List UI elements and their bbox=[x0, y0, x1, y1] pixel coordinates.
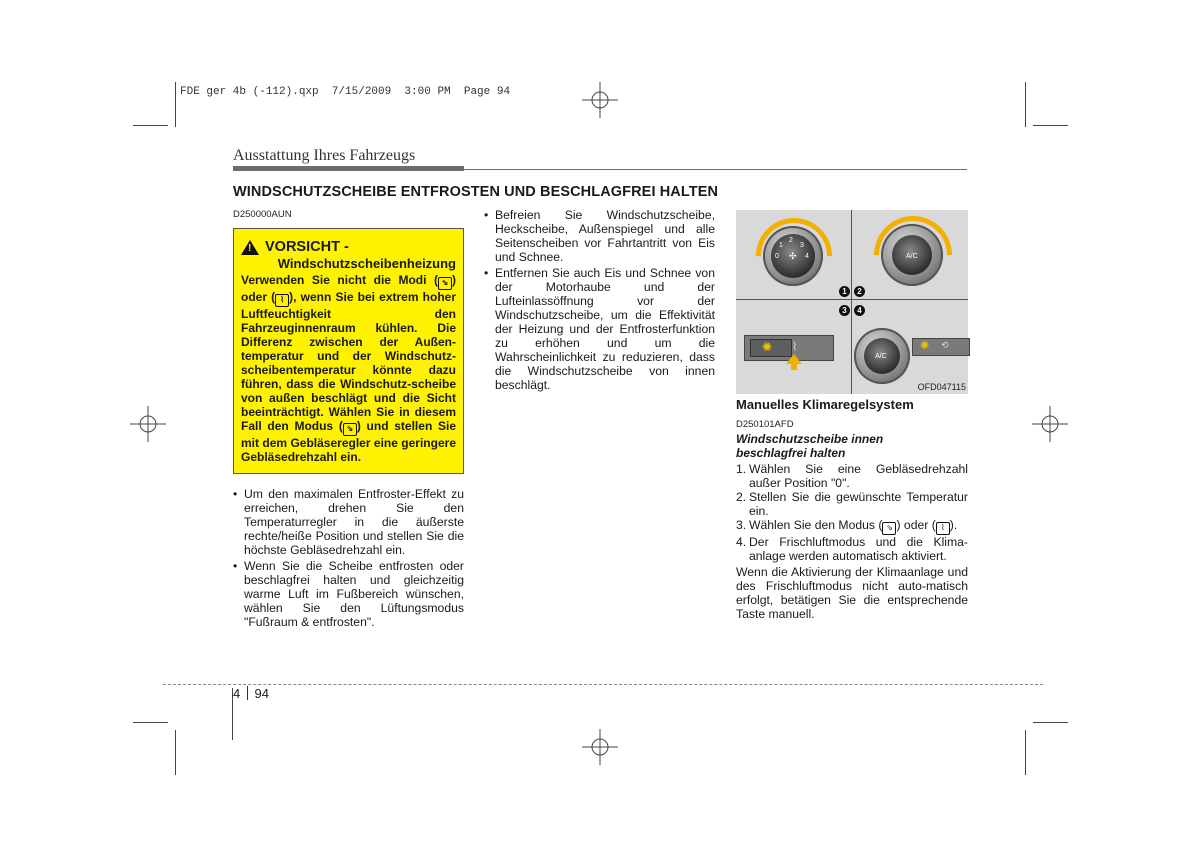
knob-tick-label: 2 bbox=[789, 237, 793, 244]
page-number-value: 94 bbox=[254, 686, 269, 701]
footer-rule bbox=[163, 684, 1043, 685]
knob-tick-label: 3 bbox=[800, 242, 804, 249]
crop-mark bbox=[1033, 722, 1068, 723]
crop-mark bbox=[133, 722, 168, 723]
step-text: Wählen Sie eine Gebläsedrehzahl außer Position "0". bbox=[749, 462, 968, 490]
figure-code: OFD047115 bbox=[917, 382, 966, 392]
callout-2: 2 bbox=[854, 286, 865, 297]
subsection-code: D250101AFD bbox=[736, 419, 794, 430]
header-rule-dark bbox=[233, 166, 464, 171]
closing-paragraph: Wenn die Aktivierung der Klimaanlage und des Frischluftmodus nicht auto-matisch erfolgt, betätigen Sie die entsprechende Taste manuell. bbox=[736, 565, 968, 621]
crop-mark bbox=[175, 730, 176, 775]
crop-mark bbox=[1025, 82, 1026, 127]
recirculation-icon: ⟲ bbox=[941, 340, 949, 350]
running-head: Ausstattung Ihres Fahrzeugs bbox=[233, 147, 416, 164]
registration-crosshair-icon bbox=[580, 727, 620, 767]
caution-title-text: VORSICHT - bbox=[265, 239, 349, 255]
defrost-mode-icon: ⌇ bbox=[275, 294, 289, 307]
step-text: ). bbox=[949, 518, 958, 532]
floor-defrost-mode-icon: ⇘ bbox=[343, 423, 357, 436]
crop-mark bbox=[175, 82, 176, 127]
chapter-number: 4 bbox=[233, 686, 241, 701]
arrow-up-icon bbox=[786, 354, 802, 364]
callout-3: 3 bbox=[839, 305, 850, 316]
ac-label: A/C bbox=[906, 253, 918, 260]
ac-label: A/C bbox=[875, 353, 887, 360]
defrost-mode-icon: ⌇ bbox=[936, 522, 950, 535]
subsection-heading: Manuelles Klimaregelsystem bbox=[736, 397, 914, 412]
fan-icon: ✣ bbox=[789, 251, 797, 261]
knob-tick-label: 1 bbox=[779, 242, 783, 249]
indicator-light-icon: ✺ bbox=[762, 340, 773, 354]
arrow-up-icon-stem bbox=[791, 364, 797, 370]
list-item bbox=[736, 518, 968, 535]
list-item: • Um den maximalen Entfroster-Effekt zu erreichen, drehen Sie den Temperaturregler in die äußerste rechte/heiße Position und stellen Sie die höchste Gebläsedrehzahl ein. bbox=[233, 487, 464, 557]
list-item: • Entfernen Sie auch Eis und Schnee von der Motorhaube und der Lufteinlassöffnung vor der Windschutzscheibe, um die Effektivität der Heizung und der Entfrosterfunktion zu erhöhen und um die Wahrscheinlichkeit zu reduzieren, dass die Windschutzscheibe von innen beschlägt. bbox=[484, 266, 715, 392]
list-item bbox=[736, 490, 968, 518]
registration-crosshair-icon bbox=[1030, 404, 1070, 444]
registration-crosshair-icon bbox=[128, 404, 168, 444]
caution-text-part: ) oder ( bbox=[241, 273, 456, 304]
step-text: ) oder ( bbox=[896, 518, 936, 532]
list-item bbox=[736, 462, 968, 490]
left-bullets bbox=[233, 487, 464, 631]
knob-tick-label: 4 bbox=[805, 253, 809, 260]
step-text: Der Frischluftmodus und die Klima-anlage werden automatisch aktiviert. bbox=[749, 535, 968, 563]
defrost-mode-icon: ⌇ bbox=[792, 341, 798, 353]
figure-divider bbox=[851, 210, 852, 394]
page-number bbox=[233, 686, 269, 701]
step-number: 3. bbox=[736, 518, 747, 532]
caution-title bbox=[241, 239, 456, 255]
callout-1: 1 bbox=[839, 286, 850, 297]
caution-subtitle: Windschutzscheibenheizung bbox=[277, 256, 456, 271]
print-slug: FDE ger 4b (-112).qxp 7/15/2009 3:00 PM Page 94 bbox=[180, 86, 511, 98]
section-code: D250000AUN bbox=[233, 209, 292, 220]
caution-text bbox=[241, 273, 456, 464]
figure-divider bbox=[736, 299, 968, 300]
floor-defrost-mode-icon: ⇘ bbox=[438, 277, 452, 290]
callout-4: 4 bbox=[854, 305, 865, 316]
knob-tick-label: 0 bbox=[775, 253, 779, 260]
middle-bullets bbox=[484, 208, 715, 394]
warning-triangle-icon bbox=[241, 240, 259, 255]
list-item bbox=[736, 535, 968, 563]
steps-list bbox=[736, 462, 968, 621]
crop-mark bbox=[1033, 125, 1068, 126]
step-number: 2. bbox=[736, 490, 747, 504]
step-number: 1. bbox=[736, 462, 747, 476]
section-title: WINDSCHUTZSCHEIBE ENTFROSTEN UND BESCHLAGFREI HALTEN bbox=[233, 184, 719, 200]
crop-mark bbox=[1025, 730, 1026, 775]
indicator-light-icon: ✺ bbox=[920, 340, 930, 352]
page-number-divider bbox=[247, 686, 248, 700]
caution-text-part: Verwenden Sie nicht die Modi ( bbox=[241, 273, 438, 287]
step-text: Wählen Sie den Modus ( bbox=[749, 518, 883, 532]
list-item: • Wenn Sie die Scheibe entfrosten oder beschlagfrei halten und gleichzeitig warme Luft im Fußbereich wünschen, wählen Sie den Lüftungsmodus "Fußraum & entfrosten". bbox=[233, 559, 464, 629]
floor-defrost-mode-icon: ⇘ bbox=[882, 522, 896, 535]
list-item: • Befreien Sie Windschutzscheibe, Heckscheibe, Außenspiegel und alle Seitenscheiben vor Fahrtantritt von Eis und Schnee. bbox=[484, 208, 715, 264]
caution-text-part: ), wenn Sie bei extrem hoher Luftfeuchtigkeit den Fahrzeuginnenraum kühlen. Die Differenz zwischen der Außen-temperatur und der Windschutz-scheibentemperatur könnte dazu führen, dass die Windschutz-scheibe von außen beschlägt und die Sicht beeinträchtigt. Wählen Sie in diesem Fall den Modus ( bbox=[241, 290, 456, 433]
caution-text-part: ) und stellen Sie mit dem Gebläseregler eine geringere Gebläsedrehzahl ein. bbox=[241, 419, 457, 464]
step-number: 4. bbox=[736, 535, 747, 549]
header-rule-thin bbox=[464, 169, 967, 170]
subsection-subheading: Windschutzscheibe innen beschlagfrei halten bbox=[736, 432, 884, 460]
climate-control-figure bbox=[736, 210, 968, 394]
registration-crosshair-icon bbox=[580, 80, 620, 120]
step-text: Stellen Sie die gewünschte Temperatur ein. bbox=[749, 490, 968, 518]
caution-box bbox=[233, 228, 464, 474]
crop-mark bbox=[133, 125, 168, 126]
